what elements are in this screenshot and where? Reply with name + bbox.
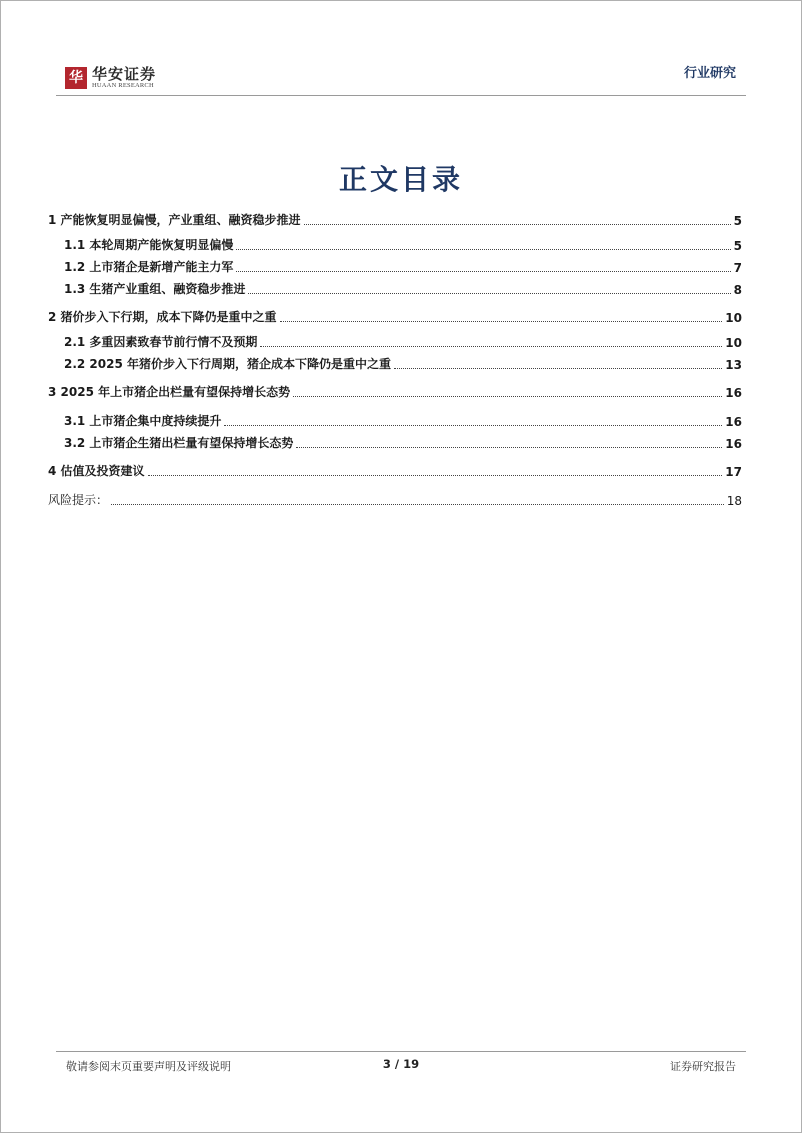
footer-disclaimer: 敬请参阅末页重要声明及评级说明 [66,1060,231,1073]
toc-dot-leader [394,367,722,369]
toc-entry-title: 4 估值及投资建议 [48,464,145,478]
toc-entry-page: 16 [725,386,742,400]
toc-entry-title: 1.2 上市猪企是新增产能主力军 [64,260,234,274]
toc-dot-leader [148,474,723,476]
logo-chinese-name: 华安证券 [92,65,157,83]
header-divider [56,95,746,96]
toc-entry[interactable] [48,356,742,372]
toc-entry-page: 10 [725,336,742,350]
toc-dot-leader [260,345,722,347]
toc-dot-leader [296,446,722,448]
toc-entry[interactable] [48,413,742,429]
toc-entry[interactable] [48,435,742,451]
report-category: 行业研究 [683,66,736,81]
company-logo [65,66,156,90]
toc-entry-title: 风险提示： [48,493,109,507]
toc-dot-leader [293,395,722,397]
toc-entry-title: 1.3 生猪产业重组、融资稳步推进 [64,282,246,296]
toc-dot-leader [236,270,730,272]
toc-entry[interactable] [48,463,742,479]
toc-entry-page: 13 [725,358,742,372]
toc-entry[interactable] [48,281,742,297]
logo-text [92,66,156,90]
toc-entry-title: 3.1 上市猪企集中度持续提升 [64,414,222,428]
toc-entry[interactable] [48,212,742,228]
logo-english-name: HUAAN RESEARCH [92,82,154,89]
toc-entry[interactable] [48,492,742,508]
toc-dot-leader [111,503,724,505]
toc-entry-title: 1 产能恢复明显偏慢，产业重组、融资稳步推进 [48,213,301,227]
toc-entry[interactable] [48,309,742,325]
toc-dot-leader [248,292,730,294]
toc-entry-page: 18 [726,494,742,508]
toc-entry[interactable] [48,237,742,253]
toc-dot-leader [280,320,723,322]
toc-entry-title: 2 猪价步入下行期，成本下降仍是重中之重 [48,310,277,324]
toc-entry-page: 16 [725,415,742,429]
logo-seal-icon: 华 [65,67,87,89]
toc-dot-leader [236,248,730,250]
toc-entry[interactable] [48,334,742,350]
toc-entry-page: 5 [733,214,742,228]
toc-entry-page: 17 [725,465,742,479]
toc-entry-page: 5 [733,239,742,253]
page-number: 3 / 19 [382,1057,420,1071]
toc-entry-title: 1.1 本轮周期产能恢复明显偏慢 [64,238,234,252]
toc-dot-leader [224,424,722,426]
toc-dot-leader [304,223,731,225]
toc-entry-title: 3 2025 年上市猪企出栏量有望保持增长态势 [48,385,291,399]
toc-entry-page: 16 [725,437,742,451]
toc-entry-title: 3.2 上市猪企生猪出栏量有望保持增长态势 [64,436,294,450]
toc-entry-title: 2.1 多重因素致春节前行情不及预期 [64,335,258,349]
toc-entry-page: 7 [733,261,742,275]
toc-entry[interactable] [48,259,742,275]
toc-entry-page: 10 [725,311,742,325]
toc-entry[interactable] [48,384,742,400]
page-title: 正文目录 [338,163,463,196]
toc-entry-title: 2.2 2025 年猪价步入下行周期，猪企成本下降仍是重中之重 [64,357,392,371]
footer-report-type: 证券研究报告 [670,1060,736,1073]
toc-entry-page: 8 [733,283,742,297]
footer-divider [56,1051,746,1052]
